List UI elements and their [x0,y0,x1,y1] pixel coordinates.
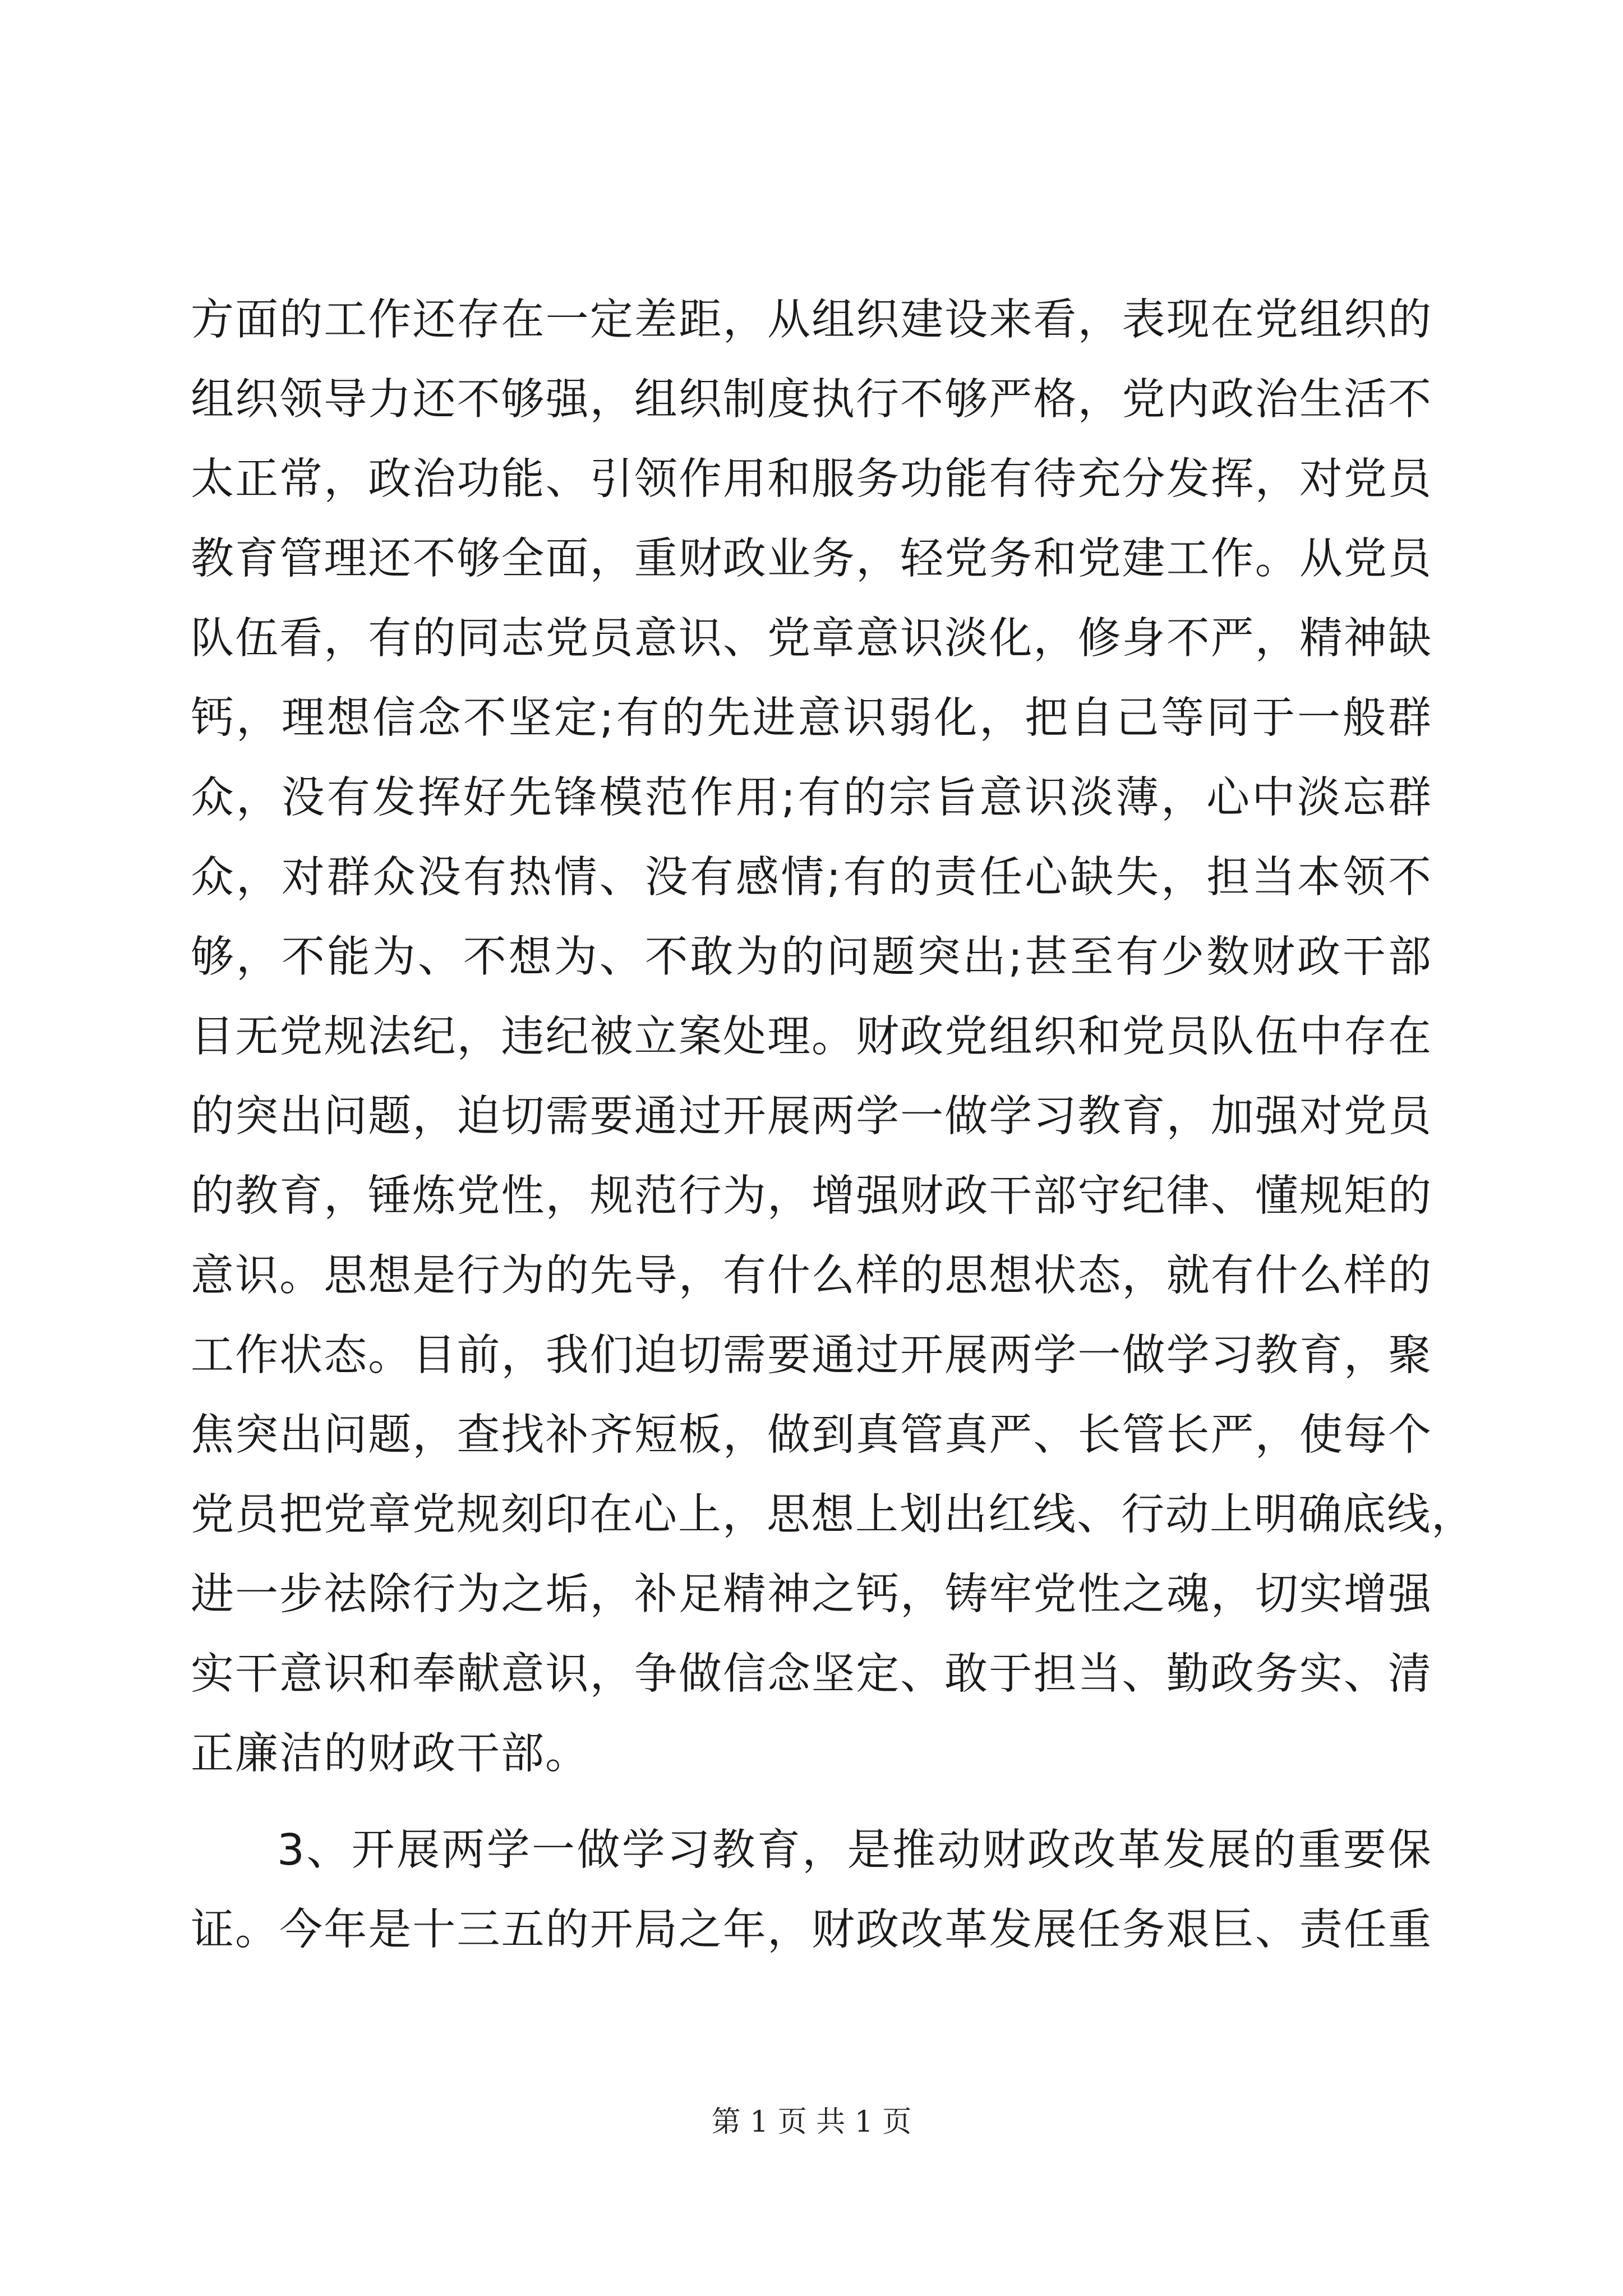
text-line: 方面的工作还存在一定差距，从组织建设来看，表现在党组织的 [191,295,1432,345]
text-line: 教育管理还不够全面，重财政业务，轻党务和党建工作。从党员 [191,534,1432,584]
document-body [191,280,1476,1970]
paragraph-1 [191,280,1476,1794]
text-line: 进一步祛除行为之垢，补足精神之钙，铸牢党性之魂，切实增强 [191,1570,1432,1619]
text-line: 工作状态。目前，我们迫切需要通过开展两学一做学习教育，聚 [191,1331,1432,1381]
text-line: 钙，理想信念不坚定;有的先进意识弱化，把自己等同于一般群 [191,693,1432,743]
text-line: 的突出问题，迫切需要通过开展两学一做学习教育，加强对党员 [191,1092,1432,1142]
text-line: 焦突出问题，查找补齐短板，做到真管真严、长管长严，使每个 [191,1410,1432,1460]
paragraph-2 [191,1811,1432,1970]
paragraph-spacer [191,1794,1432,1811]
text-line: 众，对群众没有热情、没有感情;有的责任心缺失，担当本领不 [191,853,1432,903]
text-line: 的教育，锤炼党性，规范行为，增强财政干部守纪律、懂规矩的 [191,1171,1432,1221]
page-number-footer: 第 1 页 共 1 页 [711,2105,912,2139]
text-line: 党员把党章党规刻印在心上，思想上划出红线、行动上明确底线， [191,1490,1476,1540]
text-line: 目无党规法纪，违纪被立案处理。财政党组织和党员队伍中存在 [191,1012,1432,1062]
text-line: 3、开展两学一做学习教育，是推动财政改革发展的重要保 [277,1825,1432,1875]
text-line: 实干意识和奉献意识，争做信念坚定、敢于担当、勤政务实、清 [191,1649,1432,1699]
text-line: 组织领导力还不够强，组织制度执行不够严格，党内政治生活不 [191,375,1432,425]
text-line: 证。今年是十三五的开局之年，财政改革发展任务艰巨、责任重 [191,1905,1432,1955]
text-line: 队伍看，有的同志党员意识、党章意识淡化，修身不严，精神缺 [191,614,1432,664]
text-line: 意识。思想是行为的先导，有什么样的思想状态，就有什么样的 [191,1251,1432,1301]
text-line: 众，没有发挥好先锋模范作用;有的宗旨意识淡薄，心中淡忘群 [191,773,1432,823]
text-line: 正廉洁的财政干部。 [191,1729,589,1779]
text-line: 够，不能为、不想为、不敢为的问题突出;甚至有少数财政干部 [191,932,1432,982]
text-line: 太正常，政治功能、引领作用和服务功能有待充分发挥，对党员 [191,454,1432,504]
